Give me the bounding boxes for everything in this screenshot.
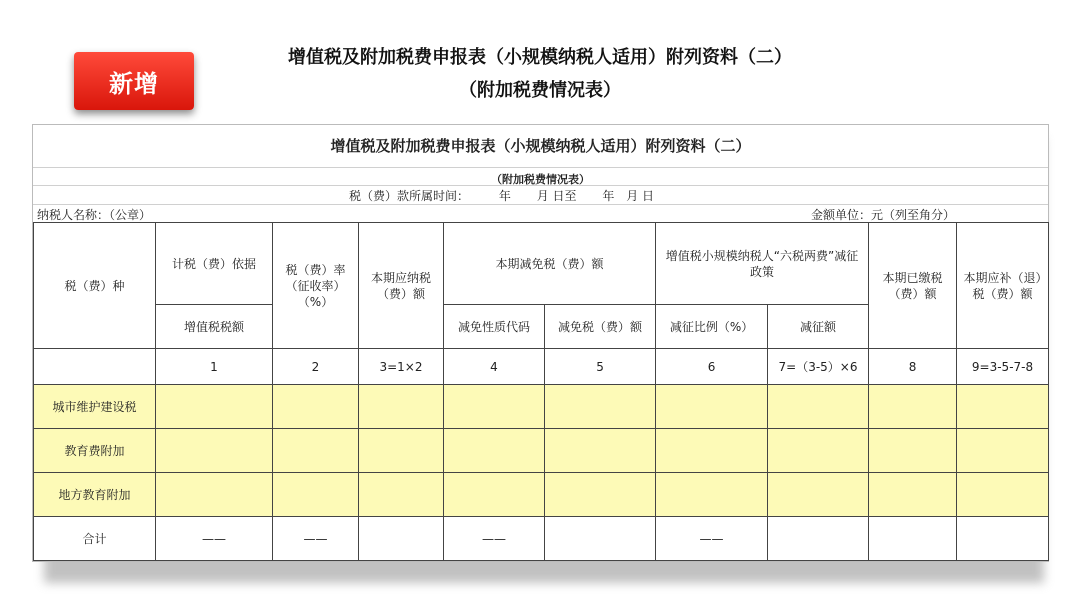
input-cell[interactable] <box>273 385 359 429</box>
total-cell <box>359 517 444 561</box>
header-relief-amount: 减免税（费）额 <box>545 305 656 349</box>
header-relief: 本期减免税（费）额 <box>444 223 656 305</box>
column-number: 8 <box>869 349 957 385</box>
total-relief-code-dash: —— <box>444 517 545 561</box>
input-cell[interactable] <box>656 429 768 473</box>
header-rate: 税（费）率（征收率）（%） <box>273 223 359 349</box>
input-cell[interactable] <box>545 429 656 473</box>
sheet-title: 增值税及附加税费申报表（小规模纳税人适用）附列资料（二） <box>330 137 751 155</box>
row-label: 地方教育附加 <box>34 473 156 517</box>
input-cell[interactable] <box>545 385 656 429</box>
input-cell[interactable] <box>768 473 869 517</box>
input-cell[interactable] <box>359 385 444 429</box>
total-row <box>34 517 1049 561</box>
input-cell[interactable] <box>359 429 444 473</box>
total-policy-ratio-dash: —— <box>656 517 768 561</box>
column-number: 2 <box>273 349 359 385</box>
total-cell <box>768 517 869 561</box>
input-cell[interactable] <box>768 429 869 473</box>
input-cell[interactable] <box>869 429 957 473</box>
period-label: 税（费）款所属时间： <box>349 189 470 203</box>
sheet-subtitle: （附加税费情况表） <box>491 173 590 186</box>
column-number: 6 <box>656 349 768 385</box>
total-label: 合计 <box>34 517 156 561</box>
tax-period <box>349 187 662 204</box>
divider <box>33 167 1048 168</box>
column-number-blank <box>34 349 156 385</box>
period-month-day-end: 月 日 <box>626 189 655 203</box>
input-cell[interactable] <box>869 473 957 517</box>
table-row <box>34 429 1049 473</box>
input-cell[interactable] <box>545 473 656 517</box>
total-rate-dash: —— <box>273 517 359 561</box>
column-number: 3=1×2 <box>359 349 444 385</box>
input-cell[interactable] <box>656 385 768 429</box>
header-payable: 本期应纳税（费）额 <box>359 223 444 349</box>
row-label: 教育费附加 <box>34 429 156 473</box>
column-number: 4 <box>444 349 545 385</box>
input-cell[interactable] <box>156 473 273 517</box>
period-year-start: 年 <box>498 189 511 203</box>
page-subtitle: （附加税费情况表） <box>459 80 621 101</box>
table-row <box>34 473 1049 517</box>
header-tax-type: 税（费）种 <box>34 223 156 349</box>
form-sheet <box>32 124 1049 562</box>
page-title: 增值税及附加税费申报表（小规模纳税人适用）附列资料（二） <box>288 47 792 68</box>
divider <box>33 204 1048 205</box>
input-cell[interactable] <box>957 473 1049 517</box>
header-basis-sub: 增值税税额 <box>156 305 273 349</box>
input-cell[interactable] <box>156 429 273 473</box>
column-number: 9=3-5-7-8 <box>957 349 1049 385</box>
header-policy: 增值税小规模纳税人“六税两费”减征政策 <box>656 223 869 305</box>
input-cell[interactable] <box>957 429 1049 473</box>
input-cell[interactable] <box>869 385 957 429</box>
period-year-end: 年 <box>602 189 615 203</box>
total-cell <box>545 517 656 561</box>
input-cell[interactable] <box>273 429 359 473</box>
header-basis: 计税（费）依据 <box>156 223 273 305</box>
tax-table <box>33 222 1049 561</box>
header-paid: 本期已缴税（费）额 <box>869 223 957 349</box>
total-basis-dash: —— <box>156 517 273 561</box>
amount-unit-label: 金额单位：元（列至角分） <box>811 208 956 222</box>
input-cell[interactable] <box>957 385 1049 429</box>
row-label: 城市维护建设税 <box>34 385 156 429</box>
taxpayer-name-label: 纳税人名称：（公章） <box>37 208 152 222</box>
input-cell[interactable] <box>359 473 444 517</box>
column-number: 1 <box>156 349 273 385</box>
total-cell <box>869 517 957 561</box>
header-refund: 本期应补（退）税（费）额 <box>957 223 1049 349</box>
input-cell[interactable] <box>444 385 545 429</box>
table-row <box>34 385 1049 429</box>
total-cell <box>957 517 1049 561</box>
header-relief-code: 减免性质代码 <box>444 305 545 349</box>
header-policy-amount: 减征额 <box>768 305 869 349</box>
input-cell[interactable] <box>273 473 359 517</box>
input-cell[interactable] <box>444 429 545 473</box>
input-cell[interactable] <box>156 385 273 429</box>
input-cell[interactable] <box>444 473 545 517</box>
input-cell[interactable] <box>768 385 869 429</box>
input-cell[interactable] <box>656 473 768 517</box>
column-number: 5 <box>545 349 656 385</box>
column-number: 7=（3-5）×6 <box>768 349 869 385</box>
divider <box>33 185 1048 186</box>
period-month-day-start: 月 日至 <box>536 189 577 203</box>
new-badge: 新增 <box>74 52 194 110</box>
header-policy-ratio: 减征比例（%） <box>656 305 768 349</box>
